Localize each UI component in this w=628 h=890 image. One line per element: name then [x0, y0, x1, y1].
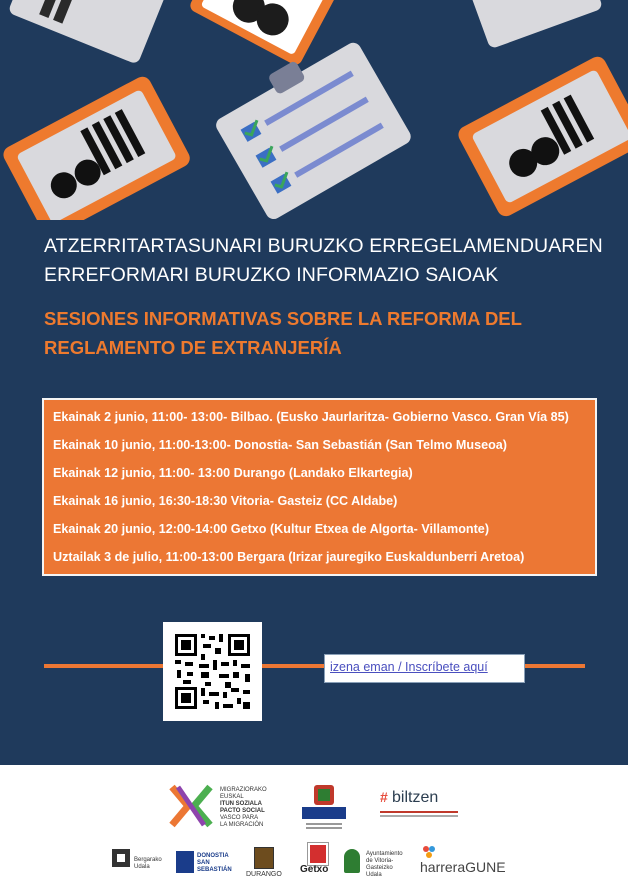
migration-text-4: PACTO SOCIAL: [220, 808, 265, 814]
donostia-text-1: DONOSTIA: [197, 853, 229, 859]
session-item-vitoria: Ekainak 16 junio, 16:30-18:30 Vitoria- Gasteiz (CC Aldabe): [53, 494, 398, 508]
title-basque: [44, 232, 604, 290]
migration-x-icon: [168, 783, 214, 829]
session-item-bilbao: Ekainak 2 junio, 11:00- 13:00- Bilbao. (Eusko Jaurlaritza- Gobierno Vasco. Gran Vía 85): [53, 410, 569, 424]
divider-line-left: [44, 664, 164, 668]
logo-getxo: [300, 843, 334, 883]
migration-text-2: EUSKAL: [220, 794, 244, 800]
id-card-grey-top-left: [8, 0, 168, 65]
durango-text: DURANGO: [246, 871, 282, 878]
harreragune-text: harreraGUNE: [420, 859, 506, 875]
title-spanish: [44, 304, 604, 362]
divider-line-middle: [262, 664, 324, 668]
divider-line-right: [525, 664, 585, 668]
logo-biltzen: [380, 789, 460, 825]
bergara-emblem: [110, 847, 132, 869]
id-card-orange-top: [188, 0, 338, 67]
title-basque-line-2: ERREFORMARI BURUZKO INFORMAZIO SAIOAK: [44, 264, 499, 286]
migration-text-3: ITUN SOZIALA: [220, 801, 262, 807]
sponsor-logos: [0, 765, 628, 890]
logo-vitoria: [344, 849, 414, 879]
documents-illustration: [0, 0, 628, 220]
id-card-grey-top-right: [467, 0, 604, 49]
getxo-text: Getxo: [300, 864, 329, 875]
logo-basque-government: [300, 783, 348, 833]
logo-migration-pact: [168, 783, 278, 829]
title-spanish-line-1: SESIONES INFORMATIVAS SOBRE LA REFORMA DEL: [44, 308, 522, 329]
biltzen-name: biltzen: [392, 789, 439, 806]
bergara-text-1: Bergarako: [134, 857, 162, 863]
vitoria-text-1: Ayuntamiento: [366, 851, 403, 857]
title-basque-line-1: ATZERRITARTASUNARI BURUZKO ERREGELAMENDUAREN: [44, 235, 603, 257]
basque-government-emblem: [300, 783, 348, 833]
donostia-text-2: SAN SEBASTIÁN: [197, 860, 232, 873]
harreragune-dots-icon: [422, 845, 436, 859]
logo-donostia: [176, 849, 236, 879]
register-link[interactable]: izena eman / Inscríbete aquí: [330, 660, 488, 674]
migration-text-1: MIGRAZIORAKO: [220, 787, 267, 793]
title-spanish-line-2: REGLAMENTO DE EXTRANJERÍA: [44, 337, 342, 358]
clipboard-checklist: [207, 29, 414, 220]
session-item-durango: Ekainak 12 junio, 11:00- 13:00 Durango (Landako Elkartegia): [53, 466, 413, 480]
sessions-box: [42, 398, 597, 576]
logo-harreragune: [420, 845, 506, 881]
migration-text-5: VASCO PARA: [220, 815, 259, 821]
id-card-orange-right: [455, 54, 628, 220]
bergara-text-2: Udala: [134, 864, 150, 870]
vitoria-text-3: Udala: [366, 872, 382, 878]
register-link-box[interactable]: [324, 654, 525, 683]
id-card-orange-left: [0, 74, 193, 220]
session-item-donostia: Ekainak 10 junio, 11:00-13:00- Donostia- San Sebastián (San Telmo Museoa): [53, 438, 507, 452]
qr-code-icon: [163, 622, 262, 721]
logo-bergara: [110, 847, 166, 881]
biltzen-hash-icon: #: [380, 789, 388, 805]
migration-text-6: LA MIGRACIÓN: [220, 822, 264, 828]
session-item-getxo: Ekainak 20 junio, 12:00-14:00 Getxo (Kultur Etxea de Algorta- Villamonte): [53, 522, 490, 536]
registration-qr-code[interactable]: [163, 622, 262, 721]
logo-durango: [244, 847, 288, 881]
vitoria-text-2: de Vitoria-Gasteizko: [366, 858, 394, 871]
session-item-bergara: Uztailak 3 de julio, 11:00-13:00 Bergara (Irizar jauregiko Euskaldunberri Aretoa): [53, 550, 525, 564]
